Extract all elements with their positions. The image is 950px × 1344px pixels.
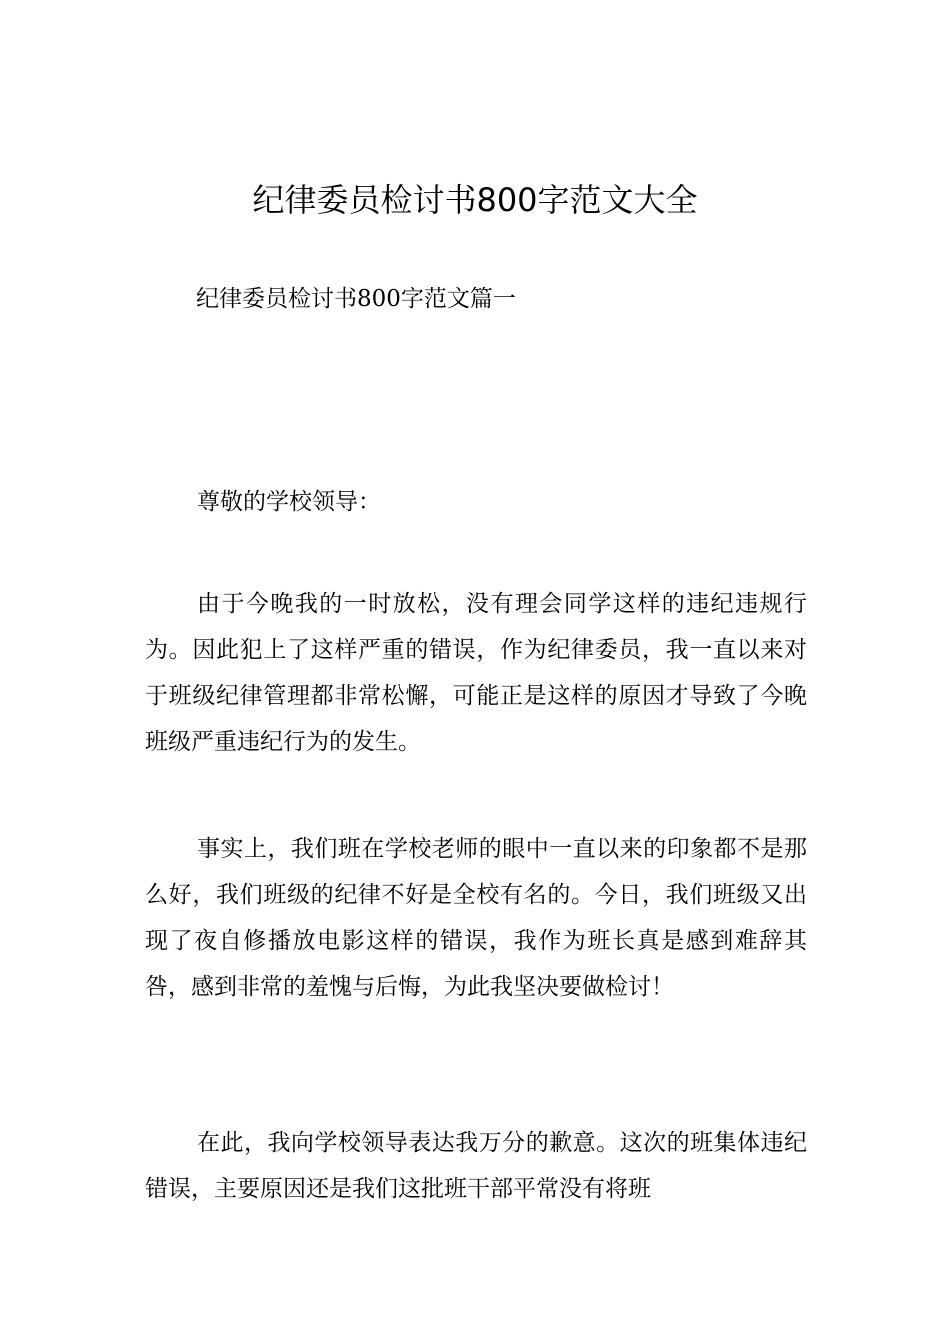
salutation: 尊敬的学校领导： <box>197 489 381 515</box>
document-subtitle: 纪律委员检讨书800字范文篇一 <box>196 286 516 312</box>
paragraph-2: 事实上，我们班在学校老师的眼中一直以来的印象都不是那么好，我们班级的纪律不好是全校有名的。今日，我们班级又出现了夜自修播放电影这样的错误，我作为班长真是感到难辞其咎，感到非常的羞愧与后悔，为此我坚决要做检讨！ <box>145 836 807 1000</box>
paragraph-1: 由于今晚我的一时放松，没有理会同学这样的违纪违规行为。因此犯上了这样严重的错误，作为纪律委员，我一直以来对于班级纪律管理都非常松懈，可能正是这样的原因才导致了今晚班级严重违纪行为的发生。 <box>145 591 807 755</box>
paragraph-3: 在此，我向学校领导表达我万分的歉意。这次的班集体违纪错误，主要原因还是我们这批班干部平常没有将班 <box>145 1130 807 1202</box>
document-title: 纪律委员检讨书800字范文大全 <box>252 181 698 219</box>
